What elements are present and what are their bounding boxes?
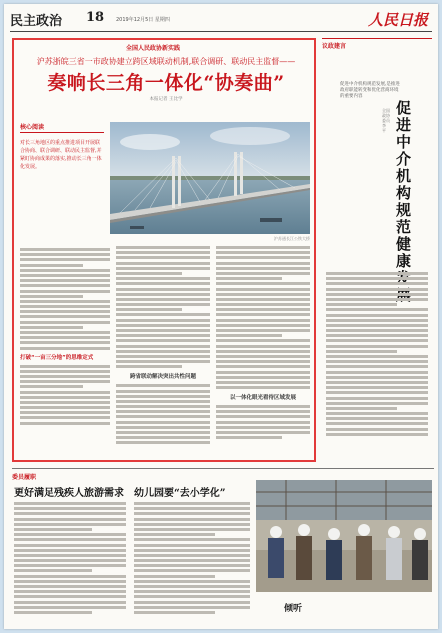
bottom-headline-2[interactable]: 幼儿园要“去小学化” <box>134 488 226 499</box>
section-name: 民主政治 <box>10 14 63 29</box>
core-reading-text: 对长三角地区的重点推进项目开展联合协商、联合调研、联动民主监督,并紧盯协商成果的落实,推动长三角一体化发展。 <box>20 140 102 170</box>
bridge-photo <box>110 122 310 234</box>
section-divider <box>12 468 434 469</box>
opinion-byline: 全国政协委员 李 平 <box>382 108 390 133</box>
bridge-illustration <box>110 122 310 234</box>
bottom-article-1-body <box>14 502 126 622</box>
opinion-label: 议政建言 <box>322 38 432 50</box>
opinion-quote: 促进中介机构规范发展,是推进政府职能转变和优化营商环境的重要内容 <box>340 82 400 99</box>
masthead <box>10 8 432 32</box>
people-at-site-illustration <box>256 480 432 592</box>
opinion-quote-box <box>340 82 400 126</box>
issue-date: 2019年12月5日 星期四 <box>116 17 170 23</box>
photo-caption: 沪苏通长江公铁大桥 <box>274 236 310 241</box>
highlighted-article[interactable] <box>12 38 316 462</box>
article-subhead: 沪苏浙皖三省一市政协建立跨区域联动机制,联合调研、联动民主监督—— <box>36 57 296 66</box>
page-number: 18 <box>86 10 105 25</box>
bottom-section-label: 委员履职 <box>12 474 37 481</box>
construction-site-photo <box>256 480 432 592</box>
article-subtitle-2: 跨省联动解决突出共性问题 <box>129 374 196 381</box>
bottom-headline-1[interactable]: 更好满足残疾人旅游需求 <box>14 488 124 499</box>
article-kicker: 全国人民政协新实践 <box>126 45 181 52</box>
bottom-article-2-body <box>134 502 250 622</box>
photo-column-label: 倾听 <box>284 604 303 614</box>
article-column-3 <box>216 246 310 458</box>
opinion-body <box>326 272 428 458</box>
newspaper-page <box>4 4 438 629</box>
article-subtitle-3: 以一体化眼光看待区域发展 <box>229 395 296 402</box>
article-headline: 奏响长三角一体化“协奏曲” <box>47 72 285 94</box>
core-reading-box <box>20 122 104 242</box>
article-column-2 <box>116 246 210 458</box>
article-byline: 本报记者 王比学 <box>149 97 183 102</box>
opinion-column <box>322 38 432 462</box>
opinion-title: 促进中介机构规范健康发 <box>396 99 412 287</box>
core-reading-label: 核心阅读 <box>20 122 104 133</box>
newspaper-logo: 人民日报 <box>367 11 428 29</box>
article-subtitle-1: 打破“一亩三分地”的思维定式 <box>20 354 94 361</box>
article-column-1 <box>20 248 110 458</box>
